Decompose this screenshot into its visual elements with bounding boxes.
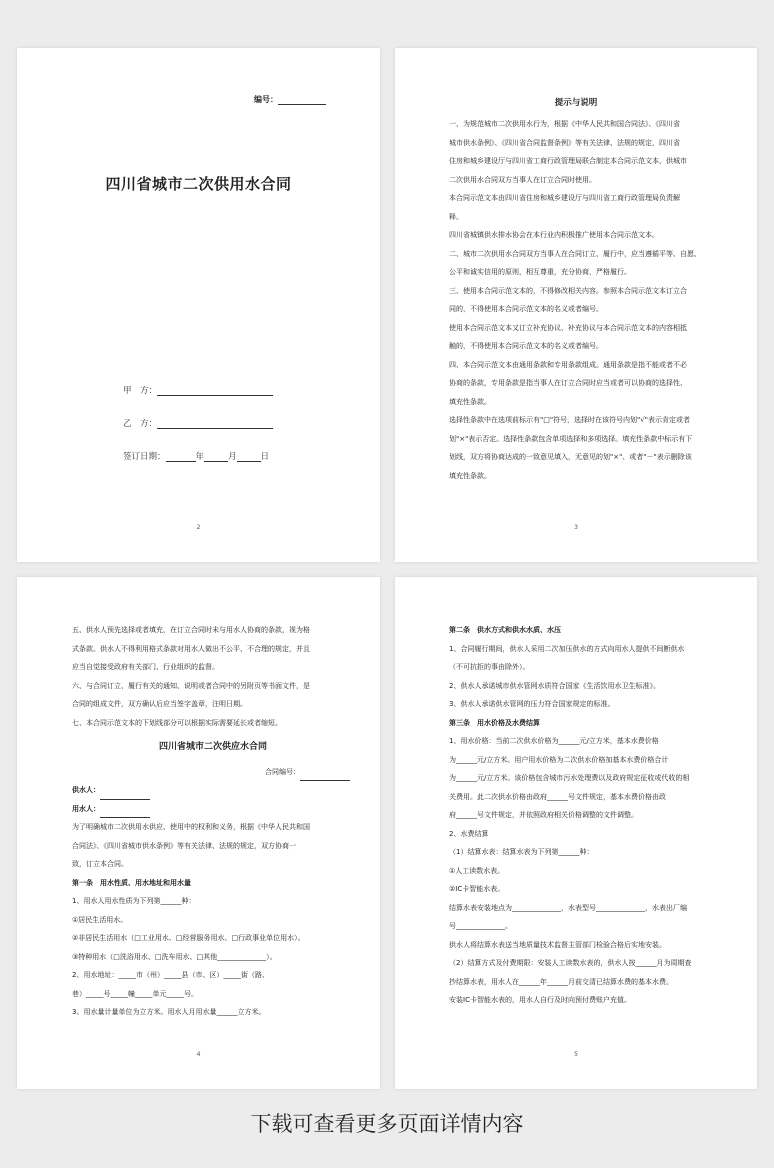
text-line: 巷）_____号_____幢_____单元_____号。 [72,989,198,998]
contract-number-label: 编号： [254,95,278,104]
party-a-line [123,384,273,396]
text-line: 1、合同履行期间，供水人采用二次加压供水的方式向用水人提供不间断供水 [449,644,685,653]
download-more-banner[interactable]: 下载可查看更多页面详情内容 [250,1112,524,1136]
page-2-cover [17,48,380,562]
text-line: 合同法》、《四川省城市供水条例》等有关法律、法规的规定，双方协商一 [72,841,296,850]
party-b-label: 乙 方： [123,419,158,429]
supplier-label: 供水人： [72,786,100,794]
contract-title: 四川省城市二次供应水合同 [158,742,267,752]
month-blank[interactable] [204,452,228,462]
page-4-body [72,621,354,1022]
notes-continued [72,621,354,732]
page-number: 5 [574,1051,578,1058]
text-line: ②IC卡智能水表。 [449,885,505,893]
text-line: ①居民生活用水。 [72,915,128,924]
text-line: ③特种用水（□洗浴用水、□洗车用水、□其他______________）。 [72,952,277,961]
page-4-contract-start [17,577,380,1089]
user-line [72,800,354,819]
text-line: 触的，不得使用本合同示范文本的名义或者编号。 [449,342,603,350]
text-line: 七、本合同示范文本的下划线部分可以根据实际需要延长或者缩短。 [72,718,282,727]
text-line: 合同的组成文件，双方确认后应当签字盖章，注明日期。 [72,700,247,708]
text-line: 释。 [449,212,463,221]
text-line: 协商的条款，专用条款是指当事人在订立合同时应当或者可以协商的选择性、 [449,379,687,387]
text-line: 号______________。 [449,922,512,930]
notes-body [449,115,735,485]
contract-no-line [72,763,354,782]
sign-date-label: 签订日期： [123,452,166,462]
text-line: 使用本合同示范文本又订立补充协议、补充协议与本合同示范文本的内容相抵 [449,323,687,332]
article-2-body [449,640,737,714]
page-number: 3 [574,524,578,531]
page-3-notes [395,48,757,562]
month-label: 月 [228,452,237,462]
text-line: 应当自觉接受政府有关部门、行业组织的监督。 [72,663,219,671]
text-line: ②非居民生活用水（□工业用水、□经营服务用水、□行政事业单位用水）。 [72,934,305,942]
notes-title: 提示与说明 [554,98,598,108]
user-blank[interactable] [100,808,150,818]
contract-number [254,94,326,105]
text-line: 抄结算水表，用水人在______年______月前交清已结算水费的基本水费。 [449,977,673,986]
text-line: 同的，不得使用本合同示范文本的名义或者编号。 [449,305,603,313]
supplier-line [72,781,354,800]
text-line: 填充性条款。 [449,471,491,480]
article-3-heading: 第三条 用水价格及水费结算 [449,718,540,727]
page-number: 4 [196,1051,201,1058]
contract-no-blank[interactable] [300,771,350,781]
preamble [72,818,354,874]
supplier-blank[interactable] [100,790,150,800]
text-line: 六、与合同订立、履行有关的通知、说明或者合同中的另附页等书面文件，是 [72,681,310,690]
page-5-contract-terms [395,577,757,1089]
text-line: 本合同示范文本由四川省住房和城乡建设厅与四川省工商行政管理局负责解 [449,194,680,202]
text-line: 一、为规范城市二次供用水行为，根据《中华人民共和国合同法》、《四川省 [449,120,680,128]
text-line: 二、城市二次供用水合同双方当事人在合同订立、履行中，应当遵循平等、自愿、 [449,249,701,258]
text-line: 1、用水价格：当前二次供水价格为______元/立方米，基本水费价格 [449,737,659,745]
text-line: 致，订立本合同。 [72,860,128,868]
page-5-body [449,621,737,1010]
text-line: 划线，双方将协商达成的一致意见填入，无意见的划"×"、或者"－"表示删除该 [449,453,692,461]
party-a-blank[interactable] [157,386,273,396]
article-1-heading: 第一条 用水性质、用水地址和用水量 [72,878,191,887]
text-line: 式条款。供水人不得利用格式条款对用水人做出不公平、不合理的规定，并且 [72,644,310,653]
text-line: 城市供水条例》、《四川省合同监督条例》等有关法律、法规的规定，四川省 [449,138,680,147]
text-line: 四、本合同示范文本由通用条款和专用条款组成。通用条款是指不能或者不必 [449,360,687,369]
cover-title: 四川省城市二次供用水合同 [105,175,292,193]
text-line: 2、供水人承诺城市供水管网水质符合国家《生活饮用水卫生标准》。 [449,681,660,690]
text-line: 填充性条款。 [449,397,491,406]
text-line: 3、供水人承诺供水管网的压力符合国家规定的标准。 [449,700,615,708]
year-label: 年 [195,452,205,462]
text-line: 划"×"表示否定。选择性条款包含单项选择和多项选择。填充性条款中标示有下 [449,434,693,443]
day-label: 日 [260,452,270,462]
contract-no-label: 合同编号： [265,767,300,776]
text-line: 3、用水量计量单位为立方米。用水人月用水量______立方米。 [72,1008,266,1016]
text-line: 为______元/立方米。用户用水价格为二次供水价格加基本水费价格合计 [449,755,669,764]
text-line: 选择性条款中在选项前标示有"□"符号，选择时在该符号内划"√"表示肯定或者 [449,416,690,424]
text-line: （2）结算方式及付费期限：安装人工读数水表的，供水人按______月为周期查 [449,959,692,967]
year-blank[interactable] [166,452,196,462]
contract-number-blank[interactable] [278,95,326,105]
text-line: 三、使用本合同示范文本的，不得修改相关内容。参照本合同示范文本订立合 [449,286,687,295]
text-line: 四川省城镇供水排水协会在本行业内积极推广使用本合同示范文本。 [449,231,659,239]
party-b-blank[interactable] [157,419,273,429]
text-line: 结算水表安装地点为______________，水表型号______________，水表出厂编 [449,903,687,912]
text-line: 2、水费结算 [449,829,489,838]
sign-date-line [123,450,269,462]
text-line: ①人工读数水表。 [449,866,505,875]
text-line: 府______号文件规定，并依照政府相关价格调整的文件调整。 [449,811,638,819]
text-line: 供水人将结算水表送当地质量技术监督主管部门检验合格后实地安装。 [449,940,666,949]
text-line: 住房和城乡建设厅与四川省工商行政管理局联合制定本合同示范文本，供城市 [449,157,687,165]
day-blank[interactable] [237,452,261,462]
text-line: 公平和诚实信用的原则，相互尊重，充分协商，严格履行。 [449,268,631,276]
text-line: 二次供用水合同双方当事人在订立合同时使用。 [449,175,596,184]
article-1-body [72,892,354,1022]
text-line: 2、用水地址：_____市（州）_____县（市、区）_____街（路、 [72,971,269,979]
article-2-heading: 第二条 供水方式和供水水质、水压 [449,626,561,634]
party-b-line [123,417,273,429]
text-line: （1）结算水表：结算水表为下列第______种： [449,848,594,856]
text-line: 关费用。此二次供水价格由政府______号文件规定，基本水费价格由政 [449,792,666,801]
text-line: 五、供水人预先选择或者填充，在订立合同时未与用水人协商的条款，视为格 [72,626,310,634]
text-line: 安装IC卡智能水表的，用水人自行及时向预付费账户充值。 [449,996,631,1004]
page-number: 2 [196,524,201,531]
text-line: 1、用水人用水性质为下列第______种： [72,897,196,905]
party-a-label: 甲 方： [123,386,158,396]
text-line: 为了明确城市二次供用水供应、使用中的权利和义务，根据《中华人民共和国 [72,823,310,831]
article-3-body [449,732,737,1010]
user-label: 用水人： [72,804,100,813]
text-line: 为______元/立方米。该价格包含城市污水处理费以及政府规定征收或代收的相 [449,774,690,782]
text-line: （不可抗拒的事由除外）。 [449,663,530,671]
